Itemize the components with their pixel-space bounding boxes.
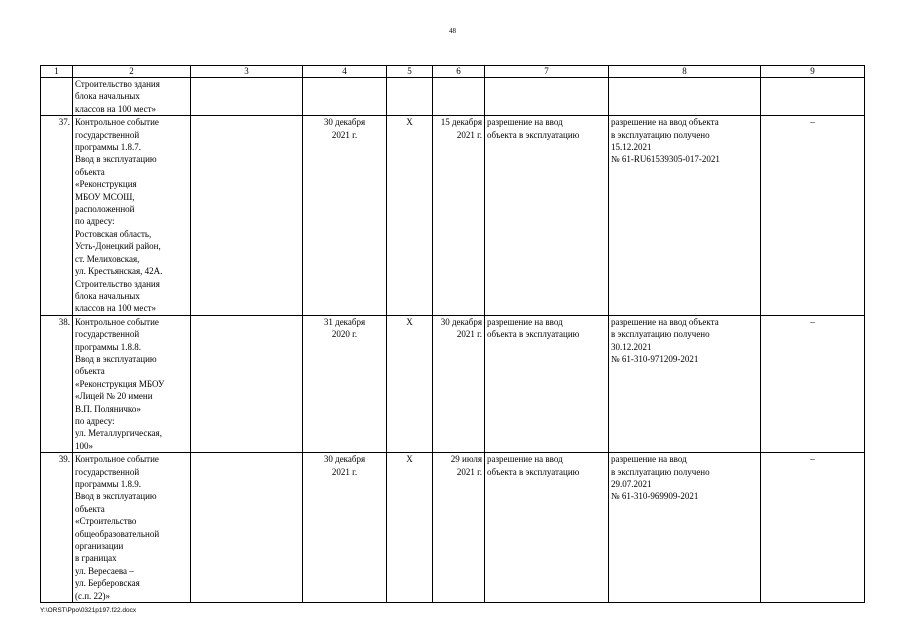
header-cell: 2 — [73, 66, 191, 78]
actual-result-cell: разрешение на ввод объекта в эксплуатацию получено 15.12.2021 № 61-RU61539305-017-2021 — [609, 116, 761, 316]
row-number-cell — [41, 78, 73, 116]
footer-file-path: Y:\ORST\Ppo\0321p197.f22.docx — [40, 607, 137, 614]
actual-result-cell: разрешение на ввод в эксплуатацию получено 29.07.2021 № 61-310-969909-2021 — [609, 453, 761, 603]
planned-date-cell: 30 декабря 2021 г. — [303, 116, 387, 316]
header-cell: 5 — [387, 66, 433, 78]
row-number-cell: 39. — [41, 453, 73, 603]
event-description-cell: Строительство здания блока начальных классов на 100 мест» — [73, 78, 191, 116]
note-cell: – — [761, 315, 865, 452]
planned-date-cell: 30 декабря 2021 г. — [303, 453, 387, 603]
forecast-date-cell: Х — [387, 453, 433, 603]
planned-date-cell: 31 декабря 2020 г. — [303, 315, 387, 452]
header-cell: 8 — [609, 66, 761, 78]
responsible-cell — [191, 453, 303, 603]
note-cell — [761, 78, 865, 116]
header-cell: 4 — [303, 66, 387, 78]
table-row — [41, 315, 865, 452]
forecast-date-cell: Х — [387, 116, 433, 316]
event-description-cell: Контрольное событие государственной программы 1.8.9. Ввод в эксплуатацию объекта «Строительство общеобразовательной организации в границах ул. Вересаева – ул. Берберовская (с.п. 22)» — [73, 453, 191, 603]
forecast-date-cell — [387, 78, 433, 116]
forecast-date-cell: Х — [387, 315, 433, 452]
header-cell: 1 — [41, 66, 73, 78]
planned-result-cell: разрешение на ввод объекта в эксплуатацию — [485, 315, 609, 452]
actual-result-cell — [609, 78, 761, 116]
actual-result-cell: разрешение на ввод объекта в эксплуатацию получено 30.12.2021 № 61-310-971209-2021 — [609, 315, 761, 452]
row-number-cell: 37. — [41, 116, 73, 316]
report-table — [40, 65, 865, 603]
table-row — [41, 78, 865, 116]
responsible-cell — [191, 78, 303, 116]
planned-date-cell — [303, 78, 387, 116]
table-row — [41, 453, 865, 603]
row-number-cell: 38. — [41, 315, 73, 452]
note-cell: – — [761, 116, 865, 316]
page-number: 48 — [449, 27, 456, 35]
header-cell: 3 — [191, 66, 303, 78]
note-cell: – — [761, 453, 865, 603]
table-row — [41, 116, 865, 316]
planned-result-cell — [485, 78, 609, 116]
actual-date-cell: 30 декабря 2021 г. — [433, 315, 485, 452]
header-cell: 9 — [761, 66, 865, 78]
responsible-cell — [191, 315, 303, 452]
planned-result-cell: разрешение на ввод объекта в эксплуатацию — [485, 453, 609, 603]
planned-result-cell: разрешение на ввод объекта в эксплуатацию — [485, 116, 609, 316]
header-cell: 6 — [433, 66, 485, 78]
header-cell: 7 — [485, 66, 609, 78]
event-description-cell: Контрольное событие государственной программы 1.8.8. Ввод в эксплуатацию объекта «Реконструкция МБОУ «Лицей № 20 имени В.П. Поляничко» по адресу: ул. Металлургическая, 100» — [73, 315, 191, 452]
table-header-row — [41, 66, 865, 78]
event-description-cell: Контрольное событие государственной программы 1.8.7. Ввод в эксплуатацию объекта «Реконструкция МБОУ МСОШ, расположенной по адресу: Ростовская область, Усть-Донецкий район, ст. Мелиховская, ул. Крестьянская, 42А. Строительство здания блока начальных классов на 100 мест» — [73, 116, 191, 316]
actual-date-cell — [433, 78, 485, 116]
actual-date-cell: 15 декабря 2021 г. — [433, 116, 485, 316]
actual-date-cell: 29 июля 2021 г. — [433, 453, 485, 603]
responsible-cell — [191, 116, 303, 316]
